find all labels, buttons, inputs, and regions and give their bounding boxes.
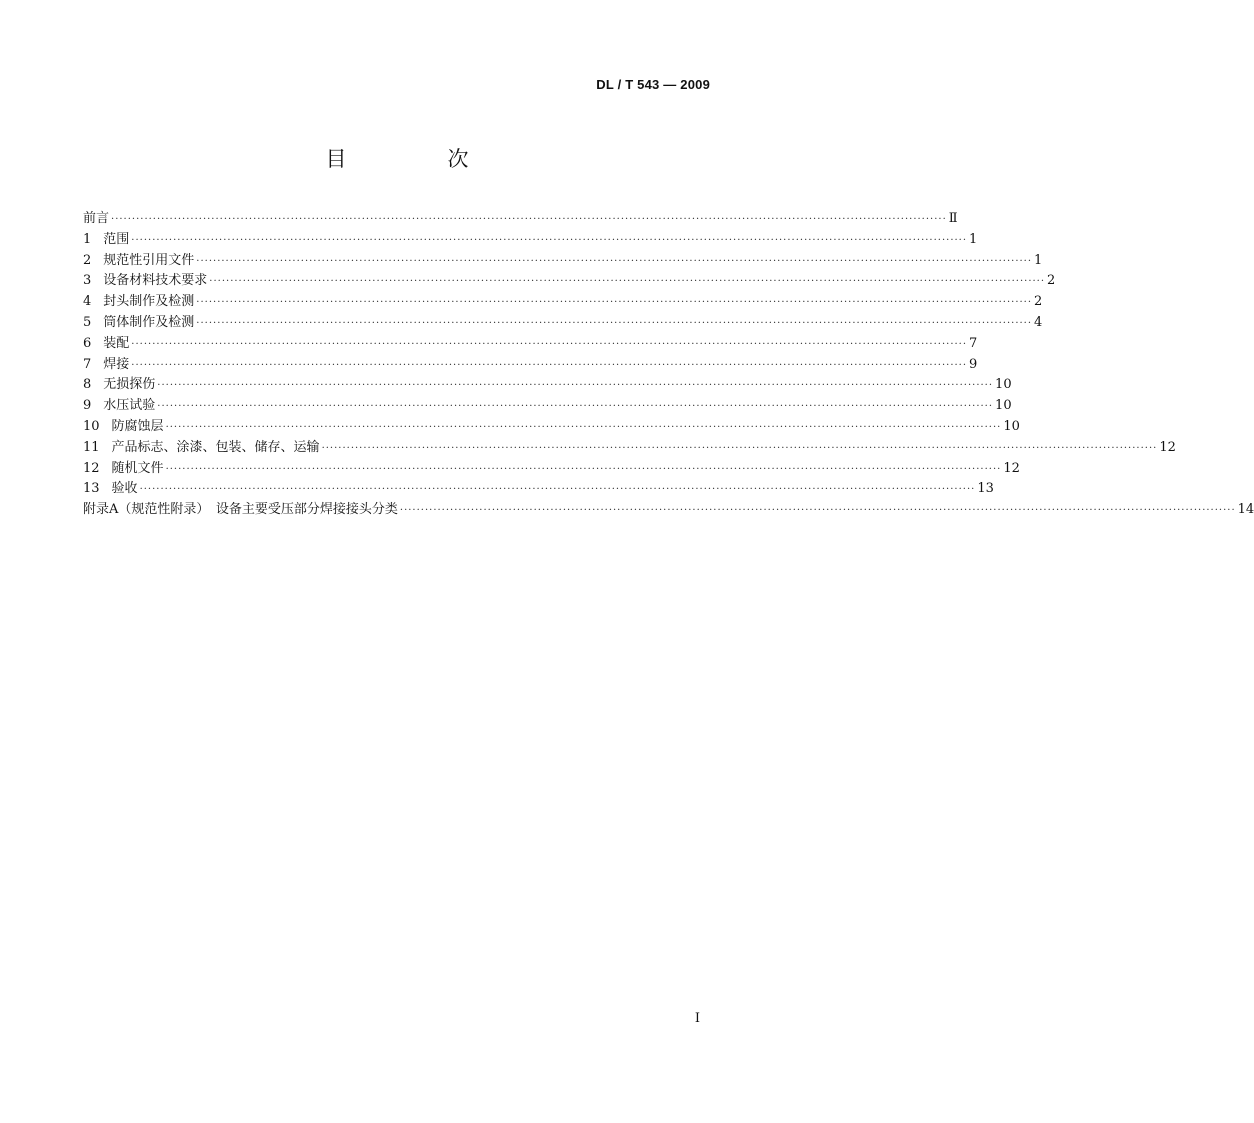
toc-entry-number: 12 — [83, 460, 100, 476]
toc-dot-leader: ········································································································································································································ — [165, 463, 1002, 475]
toc-entry-number: 11 — [83, 439, 100, 455]
toc-entry-page: 14 — [1237, 502, 1254, 518]
toc-entry[interactable] — [83, 438, 1176, 459]
toc-entry-number: 10 — [83, 418, 100, 434]
toc-entry-title: 无损探伤 — [103, 377, 156, 393]
toc-entry-title: 验收 — [111, 481, 138, 497]
toc-entry-number: 9 — [83, 398, 92, 414]
toc-entry[interactable] — [83, 230, 978, 251]
toc-entry-page: 12 — [1003, 460, 1020, 476]
toc-dot-leader: ········································································································································································································ — [157, 401, 994, 413]
toc-entry-number: 6 — [83, 335, 92, 351]
toc-entry-title: 规范性引用文件 — [103, 252, 195, 268]
standard-code: DL / T 543 — 2009 — [596, 77, 710, 92]
toc-dot-leader: ········································································································································································································ — [131, 338, 968, 350]
toc-entry-number: 3 — [83, 273, 92, 289]
toc-dot-leader: ········································································································································································································ — [131, 234, 968, 246]
toc-entry[interactable] — [83, 355, 978, 376]
toc-entry-title: 范围 — [103, 231, 130, 247]
toc-entry-title: 产品标志、涂漆、包装、储存、运输 — [111, 439, 320, 455]
toc-entry-number: 8 — [83, 377, 92, 393]
toc-entry[interactable] — [83, 500, 1254, 521]
toc-entry-page: 1 — [1034, 252, 1043, 268]
toc-entry-title: 焊接 — [103, 356, 130, 372]
toc-dot-leader: ········································································································································································································ — [139, 484, 976, 496]
toc-entry-page: 10 — [995, 377, 1012, 393]
toc-entry[interactable] — [83, 417, 1020, 438]
toc-entry-title: 防腐蚀层 — [111, 418, 164, 434]
table-of-contents — [83, 209, 1254, 521]
toc-entry-page: 10 — [1003, 418, 1020, 434]
toc-dot-leader: ········································································································································································································ — [321, 442, 1158, 454]
toc-entry-page: 12 — [1159, 439, 1176, 455]
toc-entry[interactable] — [83, 459, 1020, 480]
toc-dot-leader: ········································································································································································································ — [165, 421, 1002, 433]
toc-entry-page: 2 — [1047, 273, 1056, 289]
toc-entry-number: 4 — [83, 294, 92, 310]
toc-entry[interactable] — [83, 313, 1043, 334]
page-title: 目 次 — [325, 147, 509, 171]
toc-entry-title: 水压试验 — [103, 398, 156, 414]
toc-entry[interactable] — [83, 334, 978, 355]
toc-entry-page: Ⅱ — [948, 211, 958, 226]
toc-entry[interactable] — [83, 292, 1043, 313]
page-number: I — [694, 1011, 700, 1026]
toc-entry[interactable] — [83, 375, 1012, 396]
toc-dot-leader: ········································································································································································································ — [399, 505, 1236, 517]
toc-entry-number: 5 — [83, 314, 92, 330]
toc-entry-title: 装配 — [103, 335, 130, 351]
toc-entry-number: 13 — [83, 481, 100, 497]
toc-entry[interactable] — [83, 209, 958, 230]
toc-entry-number: 1 — [83, 231, 92, 247]
toc-entry-number: 7 — [83, 356, 92, 372]
toc-dot-leader: ········································································································································································································ — [111, 214, 947, 225]
toc-entry-title: 附录A（规范性附录） 设备主要受压部分焊接接头分类 — [83, 502, 398, 518]
toc-dot-leader: ········································································································································································································ — [209, 276, 1046, 288]
toc-dot-leader: ········································································································································································································ — [196, 317, 1033, 329]
toc-entry-title: 封头制作及检测 — [103, 294, 195, 310]
toc-entry-page: 7 — [969, 335, 978, 351]
toc-dot-leader: ········································································································································································································ — [196, 297, 1033, 309]
toc-entry-page: 10 — [995, 398, 1012, 414]
toc-entry-page: 13 — [977, 481, 994, 497]
toc-entry[interactable] — [83, 251, 1043, 272]
toc-entry[interactable] — [83, 271, 1056, 292]
toc-entry-page: 1 — [969, 231, 978, 247]
toc-dot-leader: ········································································································································································································ — [131, 359, 968, 371]
toc-entry-page: 2 — [1034, 294, 1043, 310]
toc-dot-leader: ········································································································································································································ — [157, 380, 994, 392]
toc-dot-leader: ········································································································································································································ — [196, 255, 1033, 267]
toc-entry-title: 随机文件 — [111, 460, 164, 476]
toc-entry-page: 9 — [969, 356, 978, 372]
toc-entry[interactable] — [83, 396, 1012, 417]
toc-entry[interactable] — [83, 479, 994, 500]
toc-entry-title: 筒体制作及检测 — [103, 314, 195, 330]
toc-entry-title: 前言 — [83, 211, 110, 226]
toc-entry-number: 2 — [83, 252, 92, 268]
toc-entry-page: 4 — [1034, 314, 1043, 330]
toc-entry-title: 设备材料技术要求 — [103, 273, 208, 289]
